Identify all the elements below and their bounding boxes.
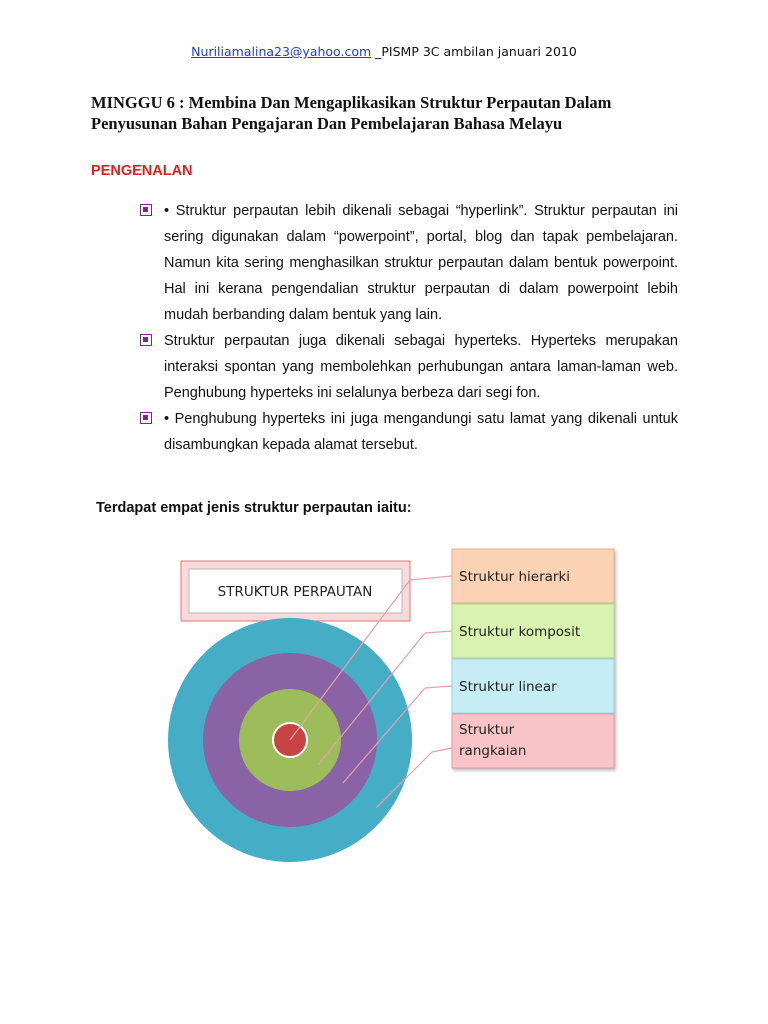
bullet-text: • Penghubung hyperteks ini juga mengandungi satu lamat yang dikenali untuk disambungkan kepada alamat tersebut. xyxy=(164,411,678,453)
box-hierarki-label: Struktur hierarki xyxy=(459,569,571,585)
header-suffix: _PISMP 3C ambilan januari 2010 xyxy=(371,44,577,59)
connector-line xyxy=(432,748,452,752)
title-line-1: MINGGU 6 : Membina Dan Mengaplikasikan Struktur Perpautan Dalam xyxy=(91,93,612,112)
bullet-text: • Struktur perpautan lebih dikenali sebagai “hyperlink”. Struktur perpautan ini sering digunakan dalam “powerpoint”, portal, blog dan tapak pembelajaran. Namun kita sering menghasilkan struktur perpautan dalam bentuk powerpoint. Hal ini kerana pengendalian struktur perpautan di dalam powerpoint lebih mudah berbanding dalam bentuk yang lain. xyxy=(164,203,678,323)
box-linear-label: Struktur linear xyxy=(459,679,557,695)
title-line-2: Penyusunan Bahan Pengajaran Dan Pembelajaran Bahasa Melayu xyxy=(91,114,563,133)
subheading: Terdapat empat jenis struktur perpautan iaitu: xyxy=(96,500,412,516)
diagram-title: STRUKTUR PERPAUTAN xyxy=(217,584,373,600)
email-link[interactable]: Nuriliamalina23@yahoo.com xyxy=(191,44,372,59)
connector-line xyxy=(425,686,452,688)
bullet-text: Struktur perpautan juga dikenali sebagai hyperteks. Hyperteks merupakan interaksi spontan yang membolehkan perhubungan antara laman-laman web. Penghubung hyperteks ini selalunya berbeza dari segi fon. xyxy=(164,333,678,401)
box-rangkaian-label-2: rangkaian xyxy=(459,743,527,759)
box-komposit-label: Struktur komposit xyxy=(459,624,581,640)
box-rangkaian-label-1: Struktur xyxy=(459,722,515,738)
connector-line xyxy=(425,631,452,633)
connector-line xyxy=(410,576,452,580)
section-heading: PENGENALAN xyxy=(91,163,193,179)
